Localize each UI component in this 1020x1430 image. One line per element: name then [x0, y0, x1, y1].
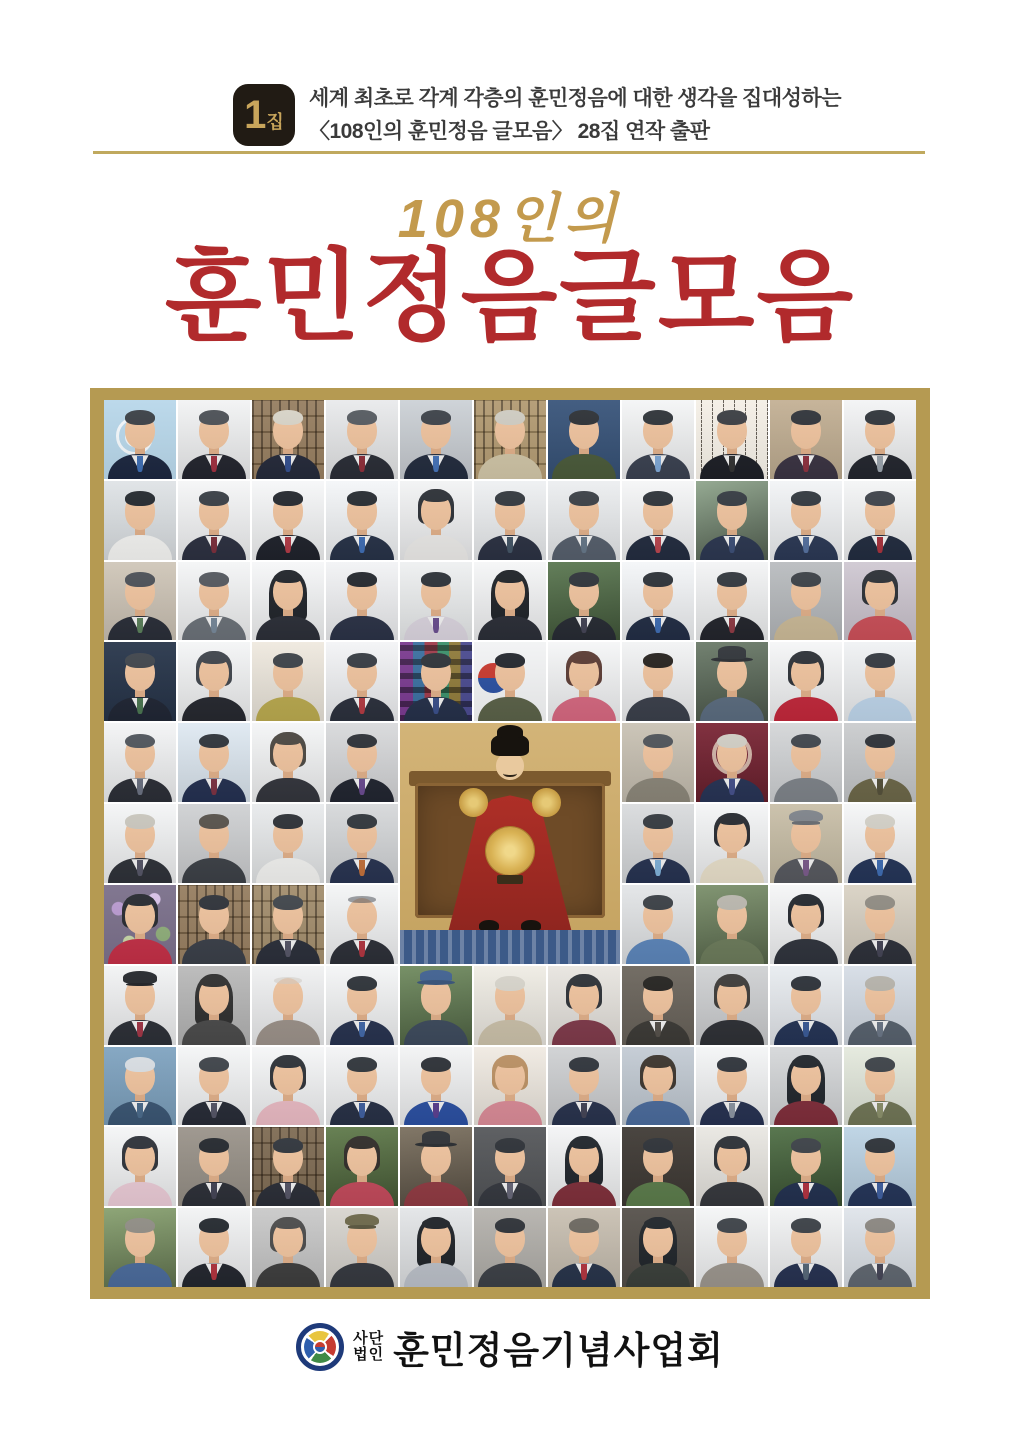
portrait-photo	[770, 885, 842, 964]
portrait-photo	[696, 562, 768, 641]
portrait-photo	[104, 885, 176, 964]
header-subtitle-line2: 〈108인의 훈민정음 글모음〉 28집 연작 출판	[309, 120, 710, 143]
portrait-photo	[474, 562, 546, 641]
header-subtitle	[309, 82, 841, 148]
volume-suffix: 집	[266, 112, 284, 132]
portrait-photo	[104, 804, 176, 883]
portrait-photo	[696, 804, 768, 883]
portrait-photo	[178, 966, 250, 1045]
title-hunminjeongeum: 훈민정음글모음	[164, 242, 856, 353]
portrait-photo	[696, 1208, 768, 1287]
portrait-photo	[844, 642, 916, 721]
portrait-photo	[178, 642, 250, 721]
portrait-photo	[400, 966, 472, 1045]
portrait-photo	[400, 1047, 472, 1126]
portrait-photo	[622, 804, 694, 883]
portrait-photo	[622, 400, 694, 479]
portrait-photo	[326, 966, 398, 1045]
portrait-photo	[400, 400, 472, 479]
portrait-photo	[252, 1208, 324, 1287]
portrait-photo	[178, 481, 250, 560]
portrait-photo	[474, 966, 546, 1045]
portrait-photo	[178, 1047, 250, 1126]
portrait-photo	[252, 642, 324, 721]
portrait-grid-frame	[90, 388, 930, 1299]
org-prefix-top: 사단	[353, 1330, 385, 1347]
portrait-photo	[844, 804, 916, 883]
portrait-photo	[696, 481, 768, 560]
portrait-photo	[252, 885, 324, 964]
volume-number: 1	[244, 93, 267, 137]
portrait-photo	[548, 1127, 620, 1206]
volume-badge	[233, 84, 295, 146]
portrait-photo	[326, 562, 398, 641]
portrait-photo	[696, 723, 768, 802]
portrait-grid	[104, 400, 916, 1287]
portrait-photo	[326, 723, 398, 802]
organization-seal-icon	[296, 1323, 344, 1371]
portrait-photo	[474, 481, 546, 560]
portrait-photo	[178, 1208, 250, 1287]
portrait-photo	[326, 1047, 398, 1126]
portrait-photo	[104, 1208, 176, 1287]
portrait-photo	[622, 723, 694, 802]
portrait-photo	[252, 966, 324, 1045]
portrait-photo	[770, 1047, 842, 1126]
portrait-photo	[178, 885, 250, 964]
org-prefix-bottom: 법인	[353, 1346, 385, 1363]
portrait-photo	[252, 481, 324, 560]
portrait-photo	[844, 562, 916, 641]
portrait-photo	[178, 804, 250, 883]
portrait-photo	[326, 481, 398, 560]
portrait-photo	[104, 481, 176, 560]
portrait-photo	[548, 400, 620, 479]
portrait-photo	[770, 481, 842, 560]
portrait-photo	[696, 966, 768, 1045]
header-subtitle-line1: 세계 최초로 각계 각층의 훈민정음에 대한 생각을 집대성하는	[309, 87, 841, 110]
portrait-photo	[844, 723, 916, 802]
portrait-photo	[400, 642, 472, 721]
portrait-photo	[252, 804, 324, 883]
portrait-photo	[696, 642, 768, 721]
portrait-photo	[548, 481, 620, 560]
portrait-photo	[474, 1127, 546, 1206]
portrait-photo	[400, 562, 472, 641]
portrait-photo	[178, 562, 250, 641]
portrait-photo	[770, 804, 842, 883]
portrait-photo	[770, 400, 842, 479]
portrait-photo	[696, 400, 768, 479]
portrait-photo	[178, 400, 250, 479]
portrait-photo	[548, 642, 620, 721]
portrait-photo	[178, 1127, 250, 1206]
portrait-photo	[104, 562, 176, 641]
portrait-photo	[326, 804, 398, 883]
portrait-photo	[696, 1127, 768, 1206]
portrait-photo	[474, 400, 546, 479]
portrait-photo	[474, 1208, 546, 1287]
portrait-photo	[844, 481, 916, 560]
header-divider	[93, 151, 925, 154]
portrait-photo	[326, 642, 398, 721]
portrait-photo	[548, 966, 620, 1045]
portrait-photo	[400, 481, 472, 560]
portrait-photo	[622, 642, 694, 721]
portrait-photo	[622, 885, 694, 964]
portrait-photo	[844, 885, 916, 964]
portrait-photo	[844, 1047, 916, 1126]
publisher-logo	[0, 1320, 1020, 1374]
portrait-photo	[252, 1047, 324, 1126]
portrait-photo	[622, 1127, 694, 1206]
org-prefix	[353, 1331, 384, 1363]
portrait-photo	[104, 723, 176, 802]
portrait-photo	[844, 1208, 916, 1287]
portrait-photo	[104, 1127, 176, 1206]
portrait-photo	[696, 885, 768, 964]
org-name: 훈민정음기념사업회	[393, 1331, 724, 1372]
portrait-photo	[770, 966, 842, 1045]
portrait-photo	[178, 723, 250, 802]
portrait-photo	[696, 1047, 768, 1126]
portrait-photo	[622, 562, 694, 641]
portrait-photo	[252, 723, 324, 802]
portrait-photo	[770, 1127, 842, 1206]
portrait-photo	[622, 1208, 694, 1287]
portrait-photo	[400, 1127, 472, 1206]
portrait-photo	[104, 642, 176, 721]
portrait-photo	[622, 1047, 694, 1126]
portrait-photo	[770, 723, 842, 802]
portrait-photo	[548, 562, 620, 641]
portrait-photo	[844, 1127, 916, 1206]
portrait-photo	[844, 400, 916, 479]
portrait-photo	[104, 1047, 176, 1126]
king-sejong-portrait	[400, 723, 620, 963]
portrait-photo	[326, 1208, 398, 1287]
portrait-photo	[326, 400, 398, 479]
portrait-photo	[844, 966, 916, 1045]
portrait-photo	[400, 1208, 472, 1287]
portrait-photo	[326, 1127, 398, 1206]
portrait-photo	[252, 562, 324, 641]
title-108-people: 108인의	[397, 189, 623, 249]
portrait-photo	[474, 642, 546, 721]
portrait-photo	[622, 481, 694, 560]
portrait-photo	[326, 885, 398, 964]
portrait-photo	[548, 1208, 620, 1287]
portrait-photo	[770, 1208, 842, 1287]
portrait-photo	[770, 642, 842, 721]
portrait-photo	[474, 1047, 546, 1126]
portrait-photo	[252, 1127, 324, 1206]
portrait-photo	[770, 562, 842, 641]
portrait-photo	[622, 966, 694, 1045]
portrait-photo	[104, 966, 176, 1045]
portrait-photo	[252, 400, 324, 479]
portrait-photo	[548, 1047, 620, 1126]
portrait-photo	[104, 400, 176, 479]
